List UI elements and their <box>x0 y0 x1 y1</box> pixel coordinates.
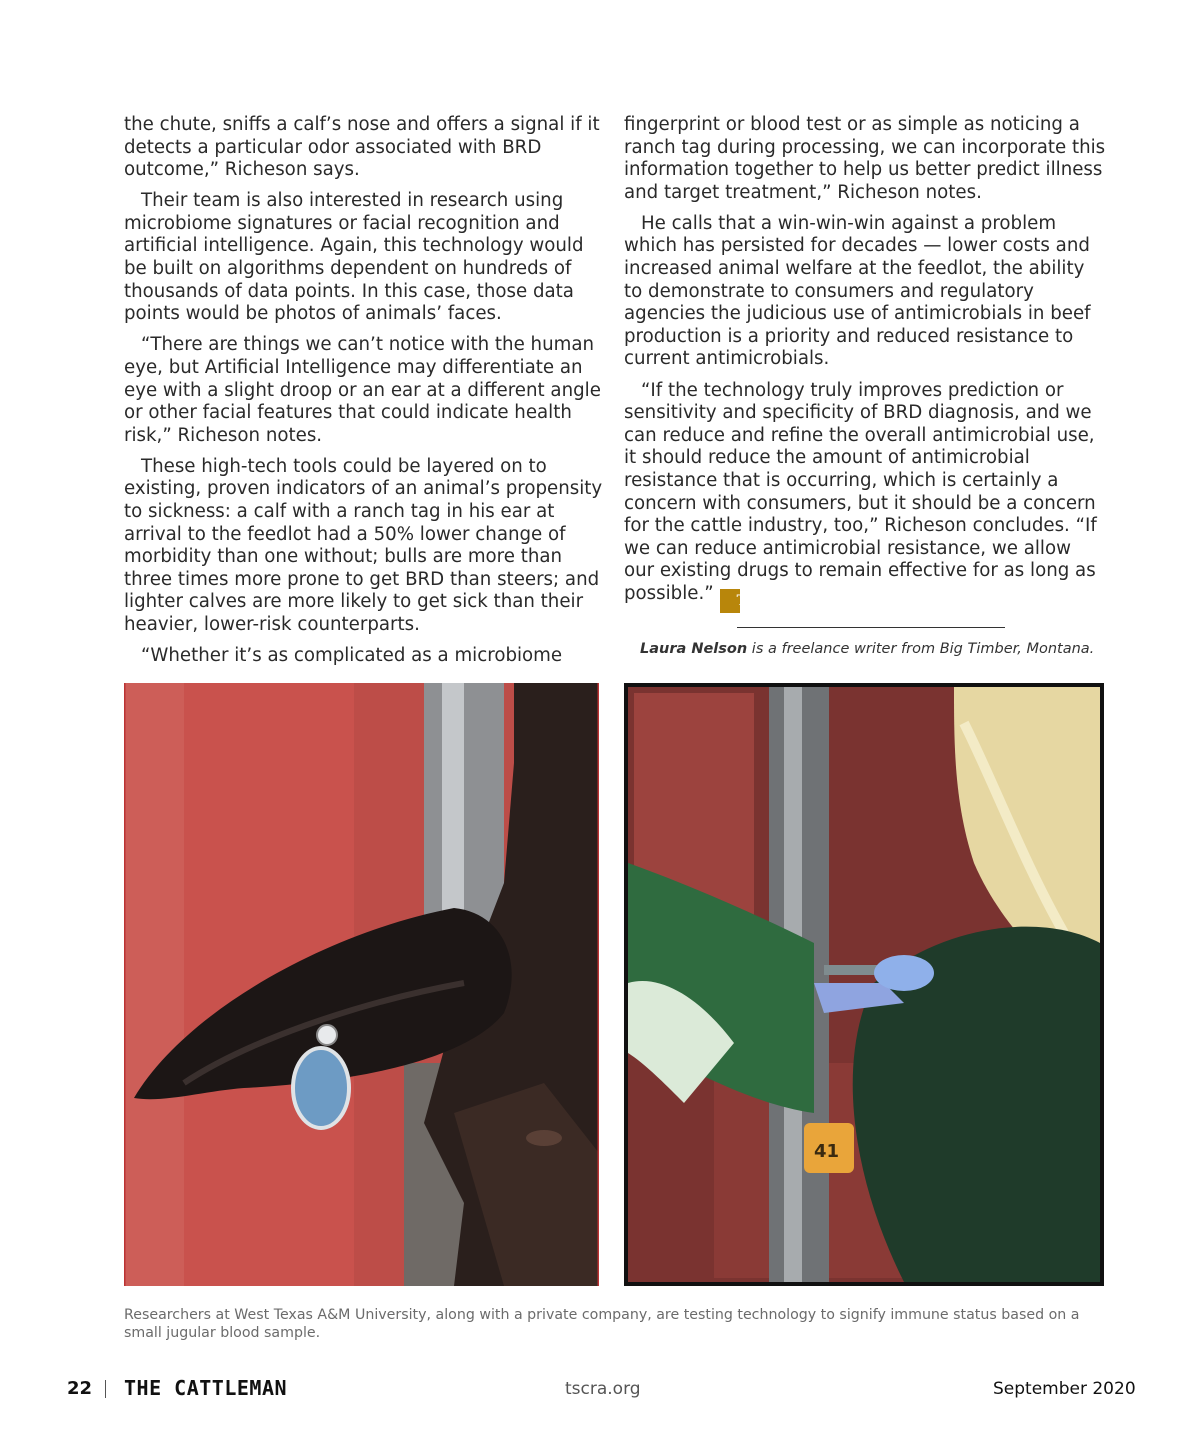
tc-end-mark-logo: TC <box>720 589 740 613</box>
paragraph: Their team is also interested in research using microbiome signatures or facial recognition and artificial intelligence. Again, this technology would be built on algorithms dependent on hundreds of thousands of data points. In this case, those data points would be photos of animals’ faces. <box>124 190 584 325</box>
page-number: 22 <box>67 1378 93 1399</box>
calf-ear-illustration <box>124 683 599 1286</box>
author-bio: is a freelance writer from Big Timber, Montana. <box>747 641 1095 657</box>
paragraph: the chute, sniffs a calf’s nose and offers a signal if it detects a particular odor associated with BRD outcome,” Richeson says. <box>124 114 600 181</box>
magazine-title: THE CATTLEMAN <box>124 1376 288 1400</box>
photo-calf-ear-tag <box>124 683 599 1286</box>
photo-blood-sample <box>624 683 1104 1286</box>
paragraph-text: “If the technology truly improves prediction or sensitivity and specificity of BRD diagnosis, and we can reduce and refine the overall antimicrobial use, it should reduce the amount of antimicrobial resistance that is occurring, which is certainly a concern with consumers, but it should be a concern for the cattle industry, too,” Richeson concludes. “If we can reduce antimicrobial resistance, we allow our existing drugs to remain effective for as long as possible.” <box>624 379 1097 604</box>
paragraph: “Whether it’s as complicated as a microbiome <box>141 645 563 667</box>
byline-divider <box>737 627 1005 628</box>
paragraph: He calls that a win-win-win against a problem which has persisted for decades — lower costs and increased animal welfare at the feedlot, the ability to demonstrate to consumers and regulatory agencies the judicious use of antimicrobials in beef production is a priority and reduced resistance to current antimicrobials. <box>624 212 1091 370</box>
author-byline <box>640 641 1110 657</box>
paragraph: These high-tech tools could be layered on to existing, proven indicators of an animal’s propensity to sickness: a calf with a ranch tag in his ear at arrival to the feedlot had a 50% lower change of morbidity than one without; bulls are more than three times more prone to get BRD than steers; and lighter calves are more likely to get sick than their heavier, lower-risk counterparts. <box>124 455 603 635</box>
issue-date: September 2020 <box>993 1379 1136 1399</box>
paragraph <box>624 380 1106 613</box>
blood-sample-illustration <box>624 683 1104 1286</box>
footer-divider <box>105 1380 106 1398</box>
photo-caption: Researchers at West Texas A&M University, along with a private company, are testing technology to signify immune status based on a small jugular blood sample. <box>124 1307 1080 1341</box>
page-footer <box>0 1378 1200 1404</box>
ear-tag-number: 41 <box>814 1141 840 1162</box>
article-column-left <box>124 114 606 676</box>
paragraph: “There are things we can’t notice with the human eye, but Artificial Intelligence may differentiate an eye with a slight droop or an ear at a different angle or other facial features that could indicate health risk,” Richeson notes. <box>124 334 601 446</box>
website-link[interactable]: tscra.org <box>565 1379 641 1399</box>
article-column-right <box>624 114 1106 621</box>
ear-tag <box>293 1048 349 1128</box>
paragraph: fingerprint or blood test or as simple as noticing a ranch tag during processing, we can incorporate this information together to help us better predict illness and target treatment,” Richeson notes. <box>624 114 1106 203</box>
author-name: Laura Nelson <box>640 641 748 657</box>
